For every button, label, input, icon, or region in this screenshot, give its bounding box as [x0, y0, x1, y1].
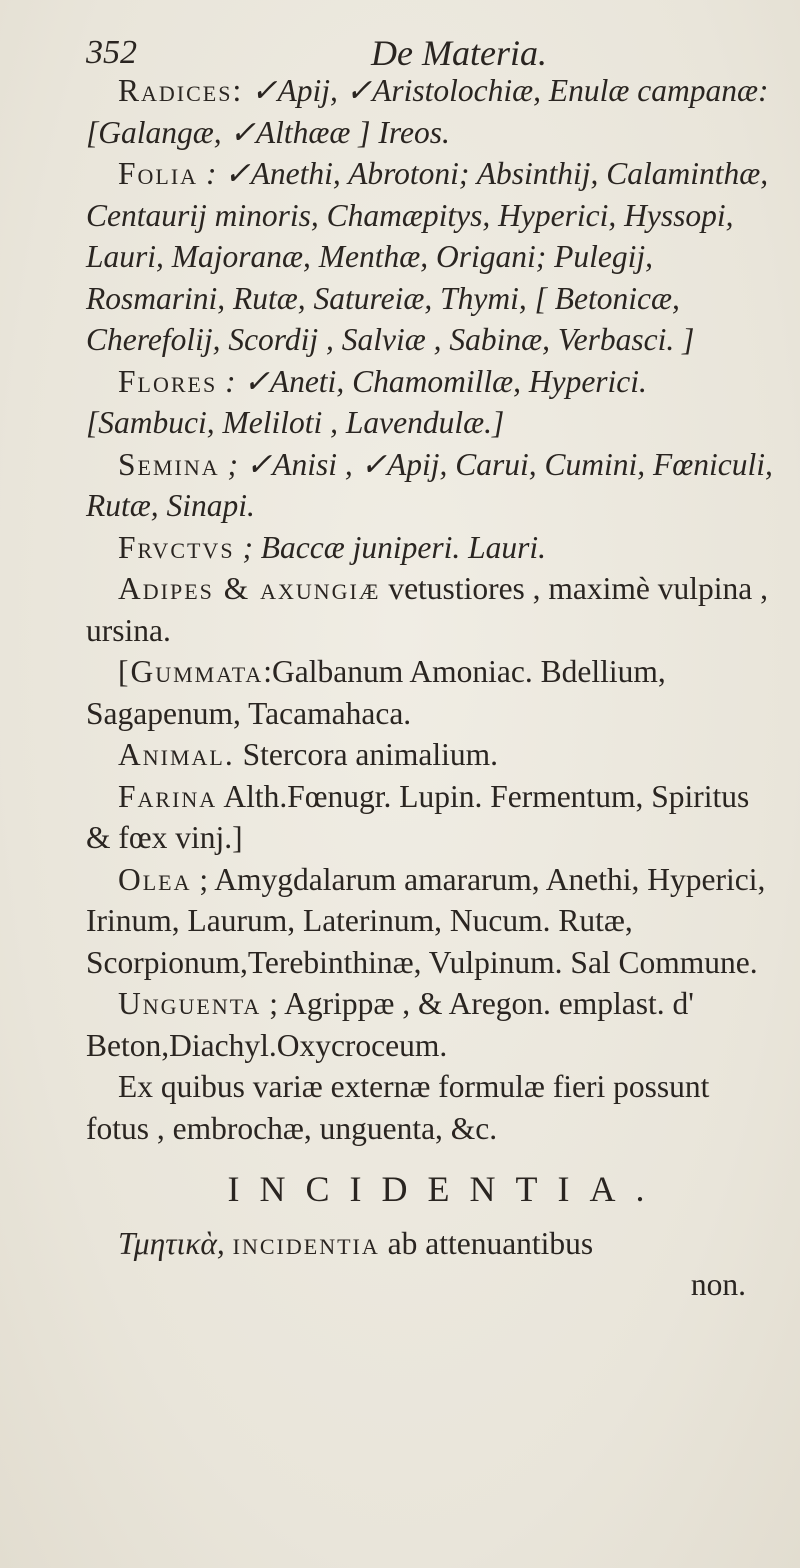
entry-text: Stercora animalium. — [234, 737, 499, 772]
section-heading: INCIDENTIA. — [227, 1169, 665, 1209]
paragraph-gummata — [86, 651, 776, 734]
entry-head: Adipes & axungiæ — [118, 571, 381, 606]
entry-head: Frvctvs — [118, 529, 235, 565]
catchword: non. — [690, 1267, 746, 1302]
entry-text: : ✓Aneti, Chamomillæ, Hyperici. [Sambuci, Meliloti , Lavendulæ.] — [86, 363, 647, 440]
entry-text: ; ✓Anisi , ✓Apij, Carui, Cumini, Fœniculi, Rutæ, Sinapi. — [86, 446, 773, 523]
paragraph-radices — [86, 70, 776, 153]
paragraph-olea — [86, 859, 776, 984]
entry-text: vetustiores , maximè vulpina , ursina. — [86, 571, 769, 648]
page-body — [86, 70, 776, 1306]
paragraph-incidentia — [86, 1223, 776, 1265]
paragraph-formulae — [86, 1066, 776, 1149]
entry-text: ; Amygdalarum amararum, Anethi, Hyperici, Irinum, Laurum, Laterinum, Nucum. Rutæ, Scorpionum,Terebinthinæ, Vulpinum. Sal Commune. — [86, 861, 766, 980]
entry-text: ; Baccæ juniperi. Lauri. — [234, 529, 547, 565]
entry-head: Animal. — [118, 737, 235, 772]
entry-text: Ex quibus variæ externæ formulæ fieri possunt fotus , embrochæ, unguenta, &c. — [86, 1069, 710, 1146]
entry-head: Radices: — [118, 73, 244, 108]
entry-head: Unguenta — [118, 986, 262, 1021]
page-header — [86, 30, 760, 74]
paragraph-unguenta — [86, 983, 776, 1066]
entry-head: Farina — [118, 778, 218, 814]
entry-head: Folia — [118, 156, 199, 191]
page-number: 352 — [86, 34, 137, 71]
entry-head: Olea — [118, 861, 192, 897]
entry-text: Alth.Fœnugr. Lupin. Fermentum, Spiritus & fœx vinj.] — [86, 778, 750, 855]
entry-text: :Galbanum Amoniac. Bdellium, Sagapenum, Tacamahaca. — [86, 654, 666, 731]
entry-text: ✓Apij, ✓Aristolochiæ, Enulæ campanæ: [Galangæ, ✓Althææ ] Ireos. — [86, 73, 769, 150]
entry-text: : ✓Anethi, Abrotoni; Absinthij, Calaminthæ, Centaurij minoris, Chamæpitys, Hyperici, Hyssopi, Lauri, Majoranæ, Menthæ, Origani; Pulegij, Rosmarini, Rutæ, Satureiæ, Thymi, [ Betonicæ, Cherefolij, Scordij , Salviæ , Sabinæ, Verbasci. ] — [86, 156, 769, 357]
paragraph-folia — [86, 153, 776, 361]
entry-head: [Gummata — [118, 654, 264, 689]
paragraph-adipes — [86, 568, 776, 651]
entry-text: ab attenuantibus — [379, 1225, 594, 1261]
entry-head: incidentia — [232, 1225, 380, 1261]
greek-lead: Τμητικὰ, — [118, 1225, 225, 1261]
paragraph-fructus — [86, 527, 776, 569]
entry-head: Flores — [118, 363, 218, 399]
paragraph-semina — [86, 444, 776, 527]
entry-text: ; Agrippæ , & Aregon. emplast. d' Beton,Diachyl.Oxycroceum. — [86, 986, 694, 1063]
paragraph-animal — [86, 734, 776, 776]
running-title: De Materia. — [371, 33, 547, 73]
paragraph-farina — [86, 776, 776, 859]
entry-head: Semina — [118, 446, 220, 482]
paragraph-flores — [86, 361, 776, 444]
